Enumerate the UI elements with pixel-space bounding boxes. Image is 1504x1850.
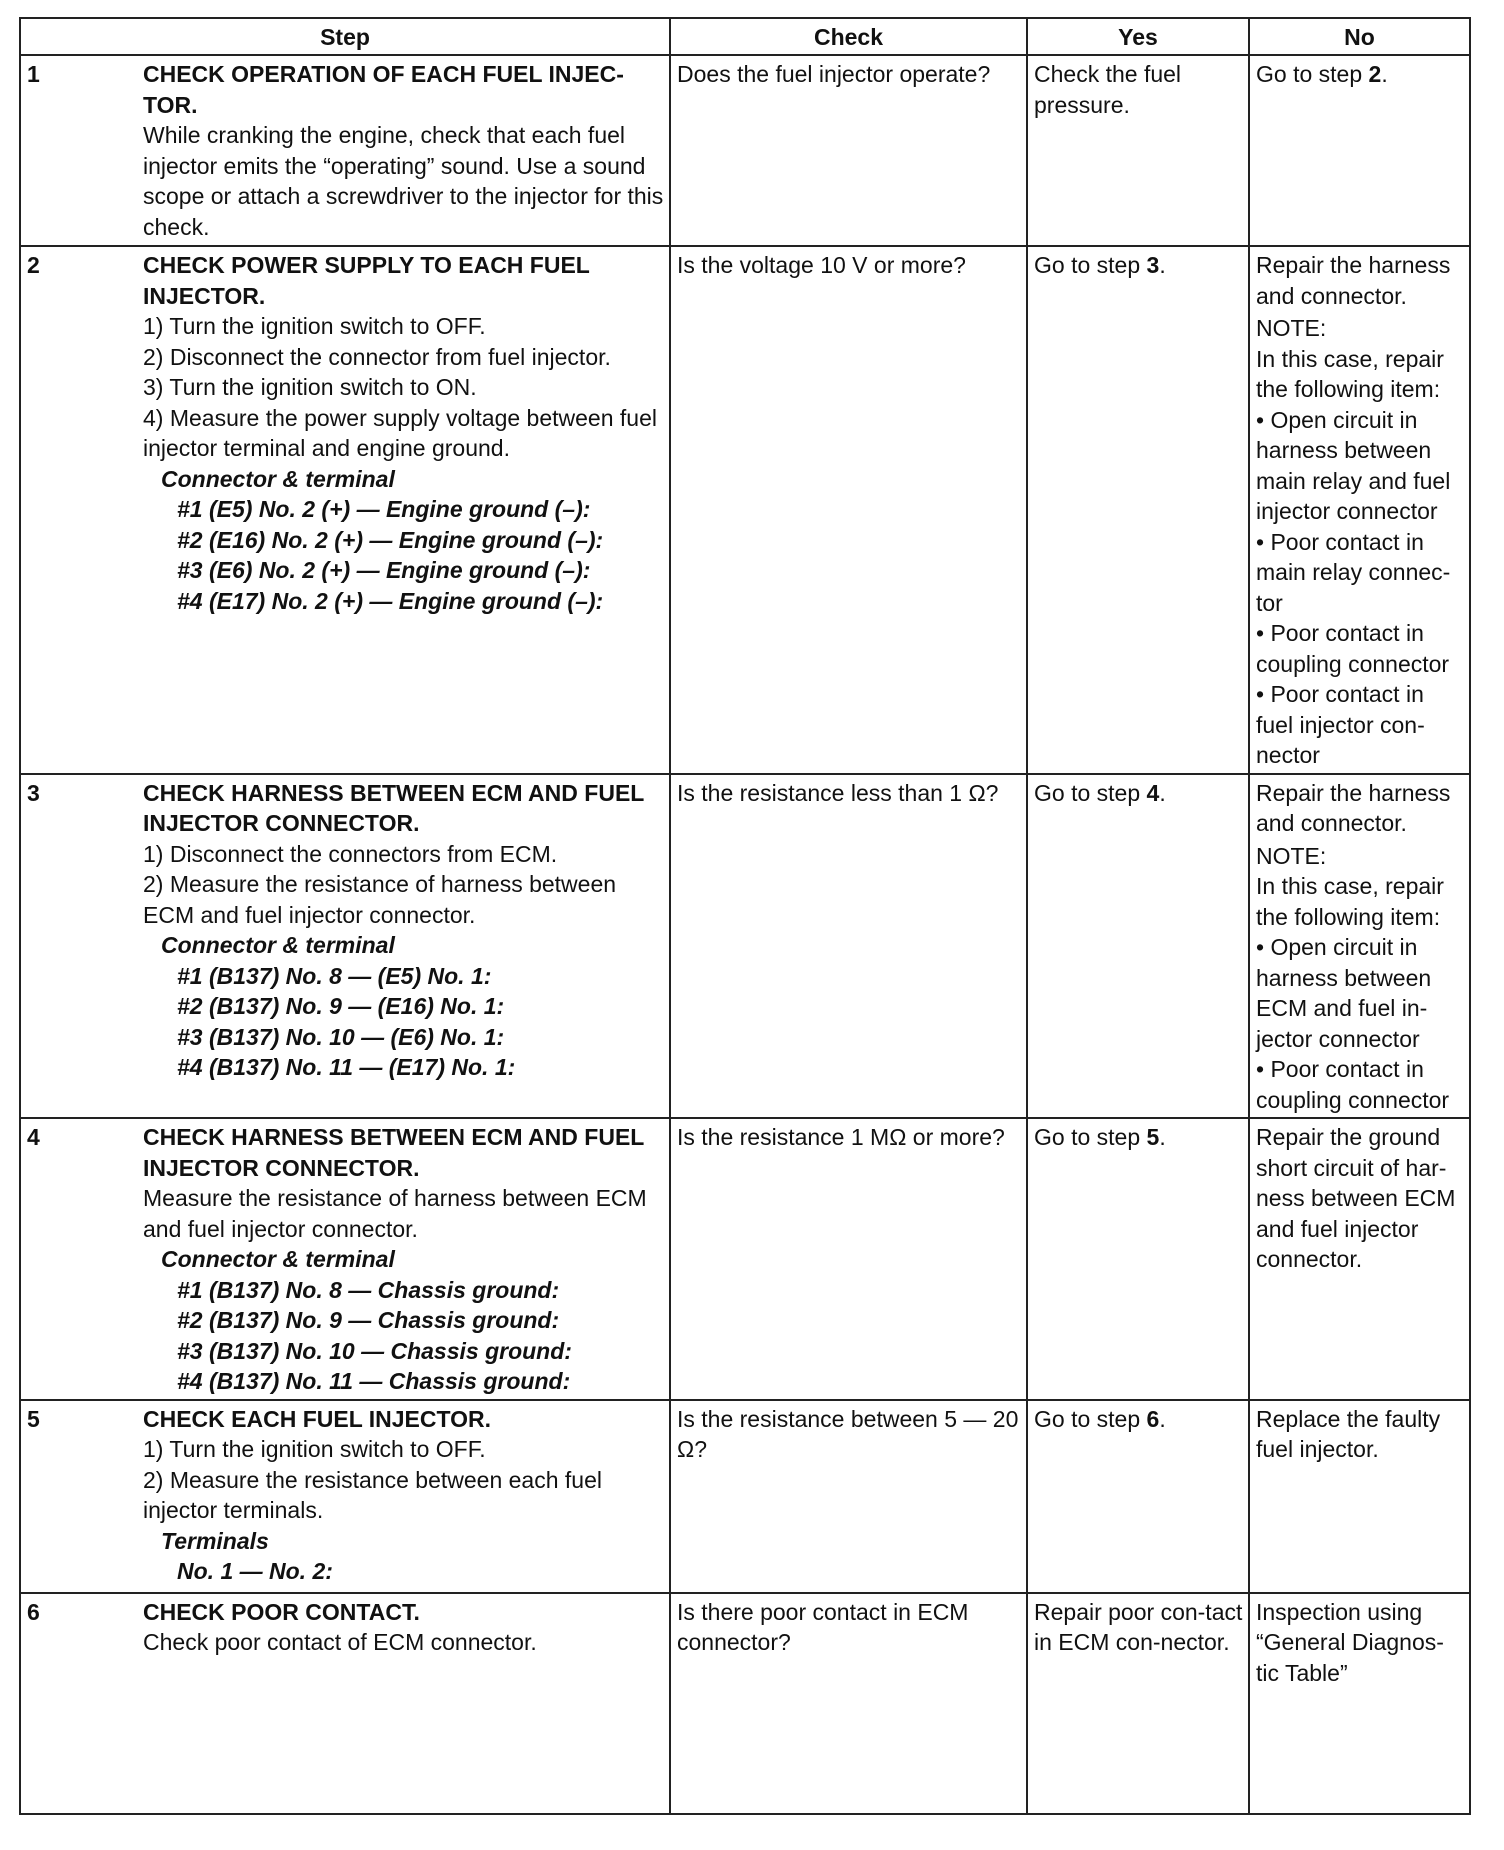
no-action: Repair the ground short circuit of har-ness between ECM and fuel injector connector. (1249, 1118, 1470, 1400)
step-title: CHECK HARNESS BETWEEN ECM AND FUEL INJECTOR CONNECTOR. (143, 1124, 644, 1181)
table-row (20, 1593, 1470, 1814)
terminal-spec: #3 (B137) No. 10 — Chassis ground: (177, 1337, 572, 1364)
step-instruction: Measure the resistance of harness between ECM and fuel injector connector. (143, 1185, 647, 1242)
note-label: NOTE: (1256, 315, 1327, 341)
step-instruction: 1) Disconnect the connectors from ECM. (143, 840, 558, 867)
step-instruction: While cranking the engine, check that each fuel injector emits the “operating” sound. Use a sound scope or attach a screwdriver to the injector for this check. (143, 122, 664, 240)
check-question: Is there poor contact in ECM connector? (670, 1593, 1027, 1814)
terminal-spec: #4 (B137) No. 11 — Chassis ground: (177, 1368, 571, 1394)
terminal-spec: #2 (B137) No. 9 — (E16) No. 1: (177, 993, 505, 1019)
yes-action-suffix: . (1159, 779, 1166, 806)
terminal-spec: #1 (B137) No. 8 — (E5) No. 1: (177, 962, 492, 989)
table-row (20, 1118, 1470, 1400)
note-item: • Poor contact in fuel injector con-nector (1256, 681, 1425, 768)
step-title: CHECK HARNESS BETWEEN ECM AND FUEL INJECTOR CONNECTOR. (143, 779, 644, 836)
check-question: Is the resistance less than 1 Ω? (670, 774, 1027, 1119)
table-header-row (20, 18, 1470, 55)
terminal-spec: #2 (B137) No. 9 — Chassis ground: (177, 1307, 560, 1333)
yes-action: Check the fuel pressure. (1027, 55, 1249, 246)
terminal-spec: #1 (E5) No. 2 (+) — Engine ground (–): (177, 496, 591, 522)
no-action-suffix: . (1381, 61, 1388, 87)
step-description (137, 1118, 670, 1400)
note-label: NOTE: (1256, 842, 1327, 869)
yes-action (1027, 1400, 1249, 1593)
terminal-heading: Connector & terminal (161, 465, 395, 492)
diagnostic-table (19, 17, 1471, 1815)
step-instruction: 2) Measure the resistance between each fuel injector terminals. (143, 1466, 602, 1523)
step-title: CHECK OPERATION OF EACH FUEL INJEC-TOR. (143, 61, 624, 118)
step-description (137, 1593, 670, 1814)
table-row (20, 1400, 1470, 1593)
step-instruction: 4) Measure the power supply voltage between fuel injector terminal and engine ground. (143, 404, 657, 461)
header-check: Check (670, 18, 1027, 55)
note-item: • Poor contact in coupling connector (1256, 1056, 1450, 1113)
no-action-step: 2 (1368, 61, 1382, 87)
note-item: • Open circuit in harness between main relay and fuel injector connector (1256, 406, 1451, 524)
step-title: CHECK POWER SUPPLY TO EACH FUEL INJECTOR. (143, 252, 590, 309)
step-instruction: 1) Turn the ignition switch to OFF. (143, 313, 486, 339)
no-action (1249, 246, 1470, 774)
check-question: Is the resistance 1 MΩ or more? (670, 1118, 1027, 1400)
note-item: • Poor contact in main relay connec-tor (1256, 528, 1451, 616)
step-number: 4 (20, 1118, 137, 1400)
step-instruction: 3) Turn the ignition switch to ON. (143, 374, 477, 400)
yes-action (1027, 1118, 1249, 1400)
yes-action-text: Go to step (1034, 1405, 1147, 1432)
step-number: 5 (20, 1400, 137, 1593)
yes-action-step: 3 (1146, 252, 1160, 278)
yes-action-suffix: . (1159, 252, 1166, 278)
no-action-text: Repair the harness and connector. (1256, 252, 1451, 309)
terminal-spec: #4 (B137) No. 11 — (E17) No. 1: (177, 1054, 516, 1080)
yes-action-text: Go to step (1034, 779, 1147, 806)
yes-action: Repair poor con-tact in ECM con-nector. (1027, 1593, 1249, 1814)
terminal-spec: No. 1 — No. 2: (177, 1558, 333, 1584)
header-step: Step (20, 18, 670, 55)
note-item: • Poor contact in coupling connector (1256, 620, 1450, 677)
note-item: • Open circuit in harness between ECM and fuel in-jector connector (1256, 934, 1432, 1052)
yes-action-step: 5 (1146, 1124, 1160, 1150)
terminal-spec: #3 (E6) No. 2 (+) — Engine ground (–): (177, 557, 591, 583)
yes-action (1027, 246, 1249, 774)
yes-action-suffix: . (1159, 1124, 1166, 1150)
step-description (137, 1400, 670, 1593)
table-row (20, 55, 1470, 246)
terminal-heading: Connector & terminal (161, 932, 395, 958)
yes-action-step: 6 (1146, 1405, 1160, 1432)
step-description (137, 55, 670, 246)
step-instruction: 1) Turn the ignition switch to OFF. (143, 1436, 486, 1462)
check-question: Is the resistance between 5 — 20 Ω? (670, 1400, 1027, 1593)
step-description (137, 246, 670, 774)
note-item: In this case, repair the following item: (1256, 873, 1444, 930)
step-instruction: Check poor contact of ECM connector. (143, 1629, 537, 1655)
check-question: Does the fuel injector operate? (670, 55, 1027, 246)
terminal-heading: Connector & terminal (161, 1246, 395, 1272)
terminal-spec: #3 (B137) No. 10 — (E6) No. 1: (177, 1023, 505, 1050)
table-row (20, 774, 1470, 1119)
step-title: CHECK POOR CONTACT. (143, 1598, 420, 1625)
terminal-spec: #2 (E16) No. 2 (+) — Engine ground (–): (177, 526, 604, 553)
step-number: 3 (20, 774, 137, 1119)
yes-action-text: Go to step (1034, 1124, 1147, 1150)
step-description (137, 774, 670, 1119)
no-action (1249, 55, 1470, 246)
terminal-spec: #4 (E17) No. 2 (+) — Engine ground (–): (177, 587, 604, 614)
step-number: 2 (20, 246, 137, 774)
header-no: No (1249, 18, 1470, 55)
no-action (1249, 774, 1470, 1119)
yes-action-text: Go to step (1034, 252, 1147, 278)
no-action-text: Repair the harness and connector. (1256, 779, 1451, 836)
no-action: Inspection using “General Diagnos-tic Table” (1249, 1593, 1470, 1814)
step-number: 1 (20, 55, 137, 246)
header-yes: Yes (1027, 18, 1249, 55)
yes-action-suffix: . (1159, 1405, 1166, 1432)
terminal-spec: #1 (B137) No. 8 — Chassis ground: (177, 1276, 560, 1303)
step-number: 6 (20, 1593, 137, 1814)
step-title: CHECK EACH FUEL INJECTOR. (143, 1405, 492, 1432)
no-action: Replace the faulty fuel injector. (1249, 1400, 1470, 1593)
yes-action-step: 4 (1146, 779, 1160, 806)
note-item: In this case, repair the following item: (1256, 345, 1444, 402)
step-instruction: 2) Measure the resistance of harness between ECM and fuel injector connector. (143, 871, 617, 928)
terminal-heading: Terminals (161, 1527, 269, 1554)
check-question: Is the voltage 10 V or more? (670, 246, 1027, 774)
yes-action (1027, 774, 1249, 1119)
table-row (20, 246, 1470, 774)
step-instruction: 2) Disconnect the connector from fuel injector. (143, 343, 611, 370)
no-action-text: Go to step (1256, 61, 1369, 87)
